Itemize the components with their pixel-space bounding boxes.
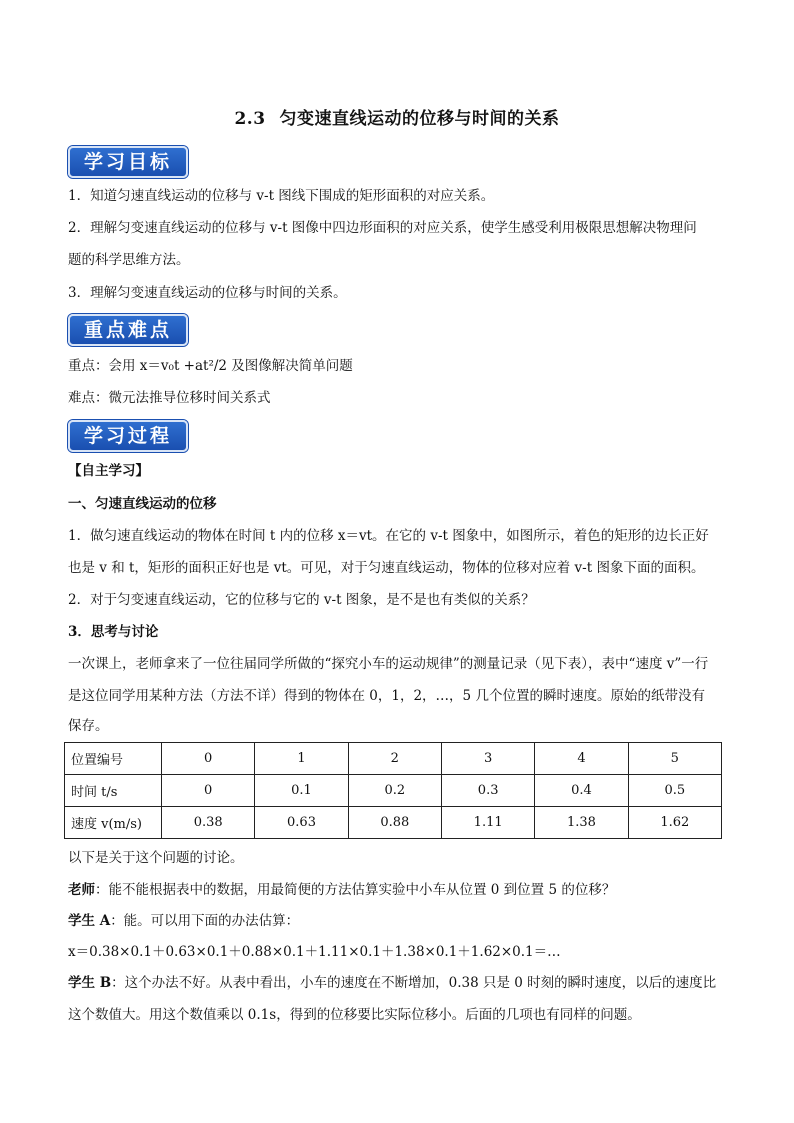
table-cell: 0.5: [628, 775, 721, 807]
measurement-table: [64, 742, 722, 839]
row-label: 时间 t/s: [65, 775, 162, 807]
table-cell: 0.38: [162, 807, 255, 839]
title-text: 匀变速直线运动的位移与时间的关系: [279, 109, 560, 129]
student-a-line: [68, 911, 728, 931]
student-b-line: [68, 973, 728, 993]
para-2: 2．对于匀变速直线运动，它的位移与它的 v-t 图象，是不是也有类似的关系？: [68, 592, 535, 608]
discussion-line-1: 一次课上，老师拿来了一位往届同学所做的“探究小车的运动规律”的测量记录（见下表），表中“速度 v”一行: [68, 656, 709, 672]
dialogue-text: ：能。可以用下面的办法估算：: [110, 913, 300, 929]
objectives-badge: 学习目标: [68, 146, 188, 178]
self-study-heading: 【自主学习】: [68, 463, 149, 479]
discussion-line-2: 是这位同学用某种方法（方法不详）得到的物体在 0，1，2，…，5 几个位置的瞬时速度。原始的纸带没有: [68, 688, 705, 704]
speaker-label: 学生 B: [68, 975, 112, 991]
table-cell: 1.62: [628, 807, 721, 839]
table-cell: 1.38: [535, 807, 628, 839]
table-cell: 1.11: [441, 807, 534, 839]
dialogue-text: ：能不能根据表中的数据，用最简便的方法估算实验中小车从位置 0 到位置 5 的位移？: [95, 882, 616, 898]
student-b-line-2: 这个数值大。用这个数值乘以 0.1s，得到的位移要比实际位移小。后面的几项也有同样的问题。: [68, 1007, 641, 1023]
objective-2-cont: 题的科学思维方法。: [68, 252, 190, 268]
keypoint-focus: 重点：会用 x＝v₀t +at²/2 及图像解决简单问题: [68, 358, 353, 374]
para-1-line-2: 也是 v 和 t，矩形的面积正好也是 vt。可见，对于匀速直线运动，物体的位移对应着 v-t 图象下面的面积。: [68, 560, 705, 576]
table-cell: 2: [348, 743, 441, 775]
keypoint-difficulty: 难点：微元法推导位移时间关系式: [68, 390, 271, 406]
discussion-line-3: 保存。: [68, 718, 109, 734]
keypoints-badge: 重点难点: [68, 314, 188, 346]
section-1-heading: 一、匀速直线运动的位移: [68, 496, 217, 512]
teacher-line: [68, 880, 728, 900]
speaker-label: 学生 A: [68, 913, 111, 929]
objective-2: 2．理解匀变速直线运动的位移与 v-t 图像中四边形面积的对应关系，使学生感受利用极限思想解决物理问: [68, 220, 697, 236]
table-cell: 0.3: [441, 775, 534, 807]
section-3-heading: 3．思考与讨论: [68, 624, 159, 640]
table-cell: 3: [441, 743, 534, 775]
title-number: 2.3: [234, 109, 266, 129]
row-label: 速度 v(m/s): [65, 807, 162, 839]
table-cell: 0: [162, 743, 255, 775]
row-label: 位置编号: [65, 743, 162, 775]
objective-3: 3．理解匀变速直线运动的位移与时间的关系。: [68, 285, 347, 301]
table-cell: 0.88: [348, 807, 441, 839]
process-badge: 学习过程: [68, 420, 188, 452]
after-table-text: 以下是关于这个问题的讨论。: [68, 850, 244, 866]
speaker-label: 老师: [68, 882, 95, 898]
table-cell: 5: [628, 743, 721, 775]
page-title: [0, 104, 794, 129]
dialogue-text: ：这个办法不好。从表中看出，小车的速度在不断增加，0.38 只是 0 时刻的瞬时速度，以后的速度比: [111, 975, 717, 991]
para-1-line-1: 1．做匀速直线运动的物体在时间 t 内的位移 x＝vt。在它的 v-t 图象中，如图所示，着色的矩形的边长正好: [68, 528, 709, 544]
table-cell: 0.1: [255, 775, 348, 807]
table-cell: 0.2: [348, 775, 441, 807]
table-cell: 4: [535, 743, 628, 775]
estimate-formula: x＝0.38×0.1＋0.63×0.1＋0.88×0.1＋1.11×0.1＋1.38×0.1＋1.62×0.1＝…: [68, 944, 561, 960]
table-cell: 1: [255, 743, 348, 775]
objective-1: 1．知道匀速直线运动的位移与 v-t 图线下围成的矩形面积的对应关系。: [68, 188, 495, 204]
table-row: [65, 743, 722, 775]
table-cell: 0.4: [535, 775, 628, 807]
table-row: [65, 807, 722, 839]
table-cell: 0: [162, 775, 255, 807]
table-row: [65, 775, 722, 807]
table-cell: 0.63: [255, 807, 348, 839]
